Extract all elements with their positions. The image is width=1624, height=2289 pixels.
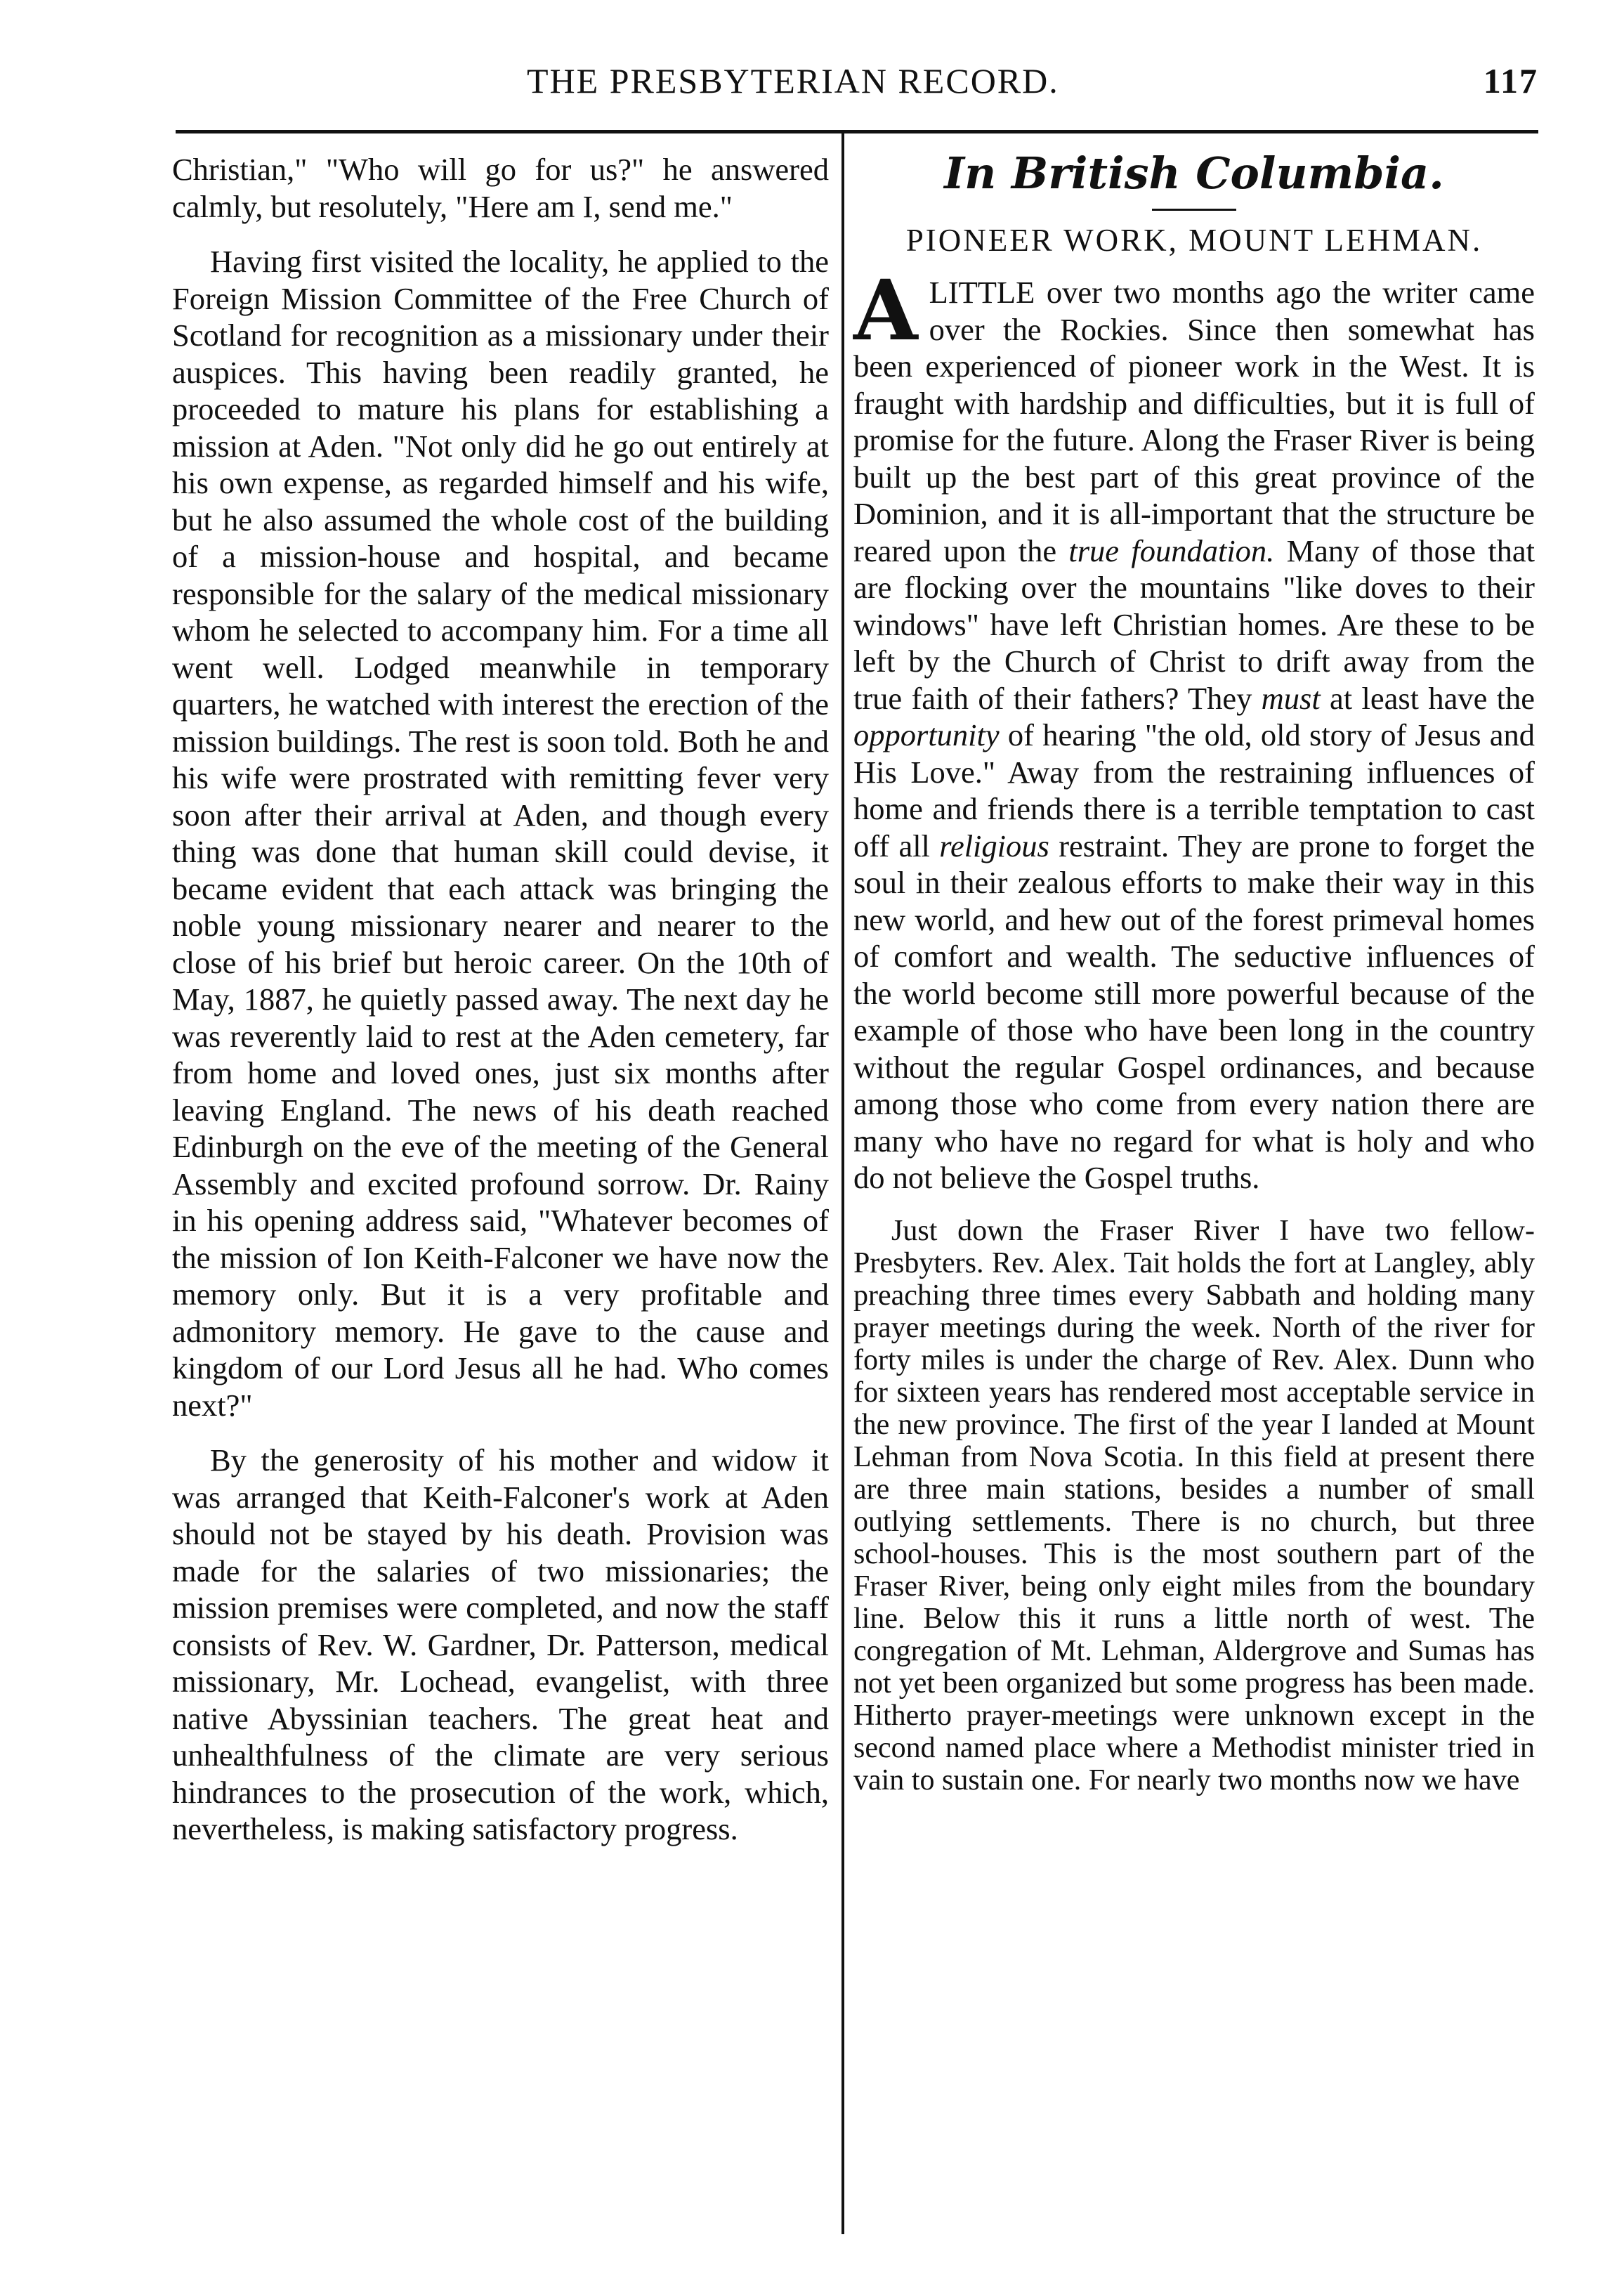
paragraph: Just down the Fraser River I have two fellow-Presbyters. Rev. Alex. Tait holds the fort at Langley, ably preaching three times every Sabbath and holding many prayer meetings during the week. North of the river for forty miles is under the charge of Rev. Alex. Dunn who for sixteen years has rendered most acceptable service in the new province. The first of the year I landed at Mount Lehman from Nova Scotia. In this field at present there are three main stations, besides a number of small outlying settlements. There is no church, but three school-houses. This is the most southern part of the Fraser River, being only eight miles from the boundary line. Below this it runs a little north of west. The congregation of Mt. Lehman, Aldergrove and Sumas has not yet been organized but some progress has been made. Hitherto prayer-meetings were unknown except in the second named place where a Methodist minister tried in vain to sustain one. For nearly two months now we have xyxy=(853,1214,1535,1796)
drop-cap: A xyxy=(853,261,918,359)
emphasis: religious xyxy=(939,828,1049,863)
text-run: of hearing "the old, old story of Jesus and His Love." Away from the restraining influences of home and friends there is a terrible temptation to cast off all xyxy=(853,717,1535,863)
section-heading: In British Columbia. xyxy=(944,148,1444,199)
emphasis: opportunity xyxy=(853,717,1000,752)
publication-title: THE PRESBYTERIAN RECORD. xyxy=(527,61,1059,100)
paragraph: Having first visited the locality, he applied to the Foreign Mission Committee of the Free Church of Scotland for recognition as a missionary under their auspices. This having been readily granted, he proceeded to mature his plans for establishing a mission at Aden. "Not only did he go out entirely at his own expense, as regarded himself and his wife, but he also assumed the whole cost of the building of a mission-house and hospital, and became responsible for the salary of the medical missionary whom he selected to accompany him. For a time all went well. Lodged meanwhile in temporary quarters, he watched with interest the erection of the mission buildings. The rest is soon told. Both he and his wife were prostrated with remitting fever very soon after their arrival at Aden, and though every thing was done that human skill could devise, it became evident that each attack was bringing the noble young missionary nearer and nearer to the close of his brief but heroic career. On the 10th of May, 1887, he quietly passed away. The next day he was reverently laid to rest at the Aden cemetery, far from home and loved ones, just six months after leaving England. The news of his death reached Edinburgh on the eve of the meeting of the General Assembly and excited profound sorrow. Dr. Rainy in his opening address said, "Whatever becomes of the mission of Ion Keith-Falconer we have now the memory only. But it is a very profitable and admonitory memory. He gave to the cause and kingdom of our Lord Jesus all he had. Who comes next?" xyxy=(172,244,829,1423)
text-run: LITTLE over two months ago the writer came over the Rockies. Since then somewhat has been experienced of pioneer work in the West. It is fraught with hardship and difficulties, but it is full of promise for the future. Along the Fraser River is being built up the best part of this great province of the Dominion, and it is all-important that the structure be reared upon the xyxy=(853,275,1535,568)
right-column xyxy=(853,148,1535,1796)
paragraph: By the generosity of his mother and widow it was arranged that Keith-Falconer's work at Aden should not be stayed by his death. Provision was made for the salaries of two missionaries; the mission premises were completed, and now the staff consists of Rev. W. Gardner, Dr. Patterson, medical missionary, Mr. Lochead, evangelist, with three native Abyssinian teachers. The great heat and unhealthfulness of the climate are very serious hindrances to the prosecution of the work, which, nevertheless, is making satisfactory progress. xyxy=(172,1442,829,1846)
page-header xyxy=(176,60,1538,117)
article-subheading: PIONEER WORK, MOUNT LEHMAN. xyxy=(905,223,1483,258)
left-column xyxy=(172,151,829,1848)
column-divider xyxy=(842,133,844,2234)
text-run: Many of those that are flocking over the mountains "like doves to their windows" have left Christian homes. Are these to be left by the Church of Christ to drift away from the true faith of their fathers? They xyxy=(853,533,1535,716)
text-run: restraint. They are prone to forget the soul in their zealous efforts to make their way in this new world, and hew out of the forest primeval homes of comfort and wealth. The seductive influences of the world become still more powerful because of the example of those who have been long in the country without the regular Gospel ordinances, and because among those who come from every nation there are many who have no regard for what is holy and who do not believe the Gospel truths. xyxy=(853,828,1535,1195)
header-rule xyxy=(176,130,1538,133)
emphasis: must xyxy=(1261,680,1321,716)
heading-rule xyxy=(1152,209,1236,211)
emphasis: true foundation. xyxy=(1068,533,1275,568)
paragraph: Christian," "Who will go for us?" he answered calmly, but resolutely, "Here am I, send me." xyxy=(172,152,829,224)
paragraph xyxy=(853,261,1535,1196)
page-number: 117 xyxy=(1483,61,1538,100)
text-run: at least have the xyxy=(1330,680,1535,716)
